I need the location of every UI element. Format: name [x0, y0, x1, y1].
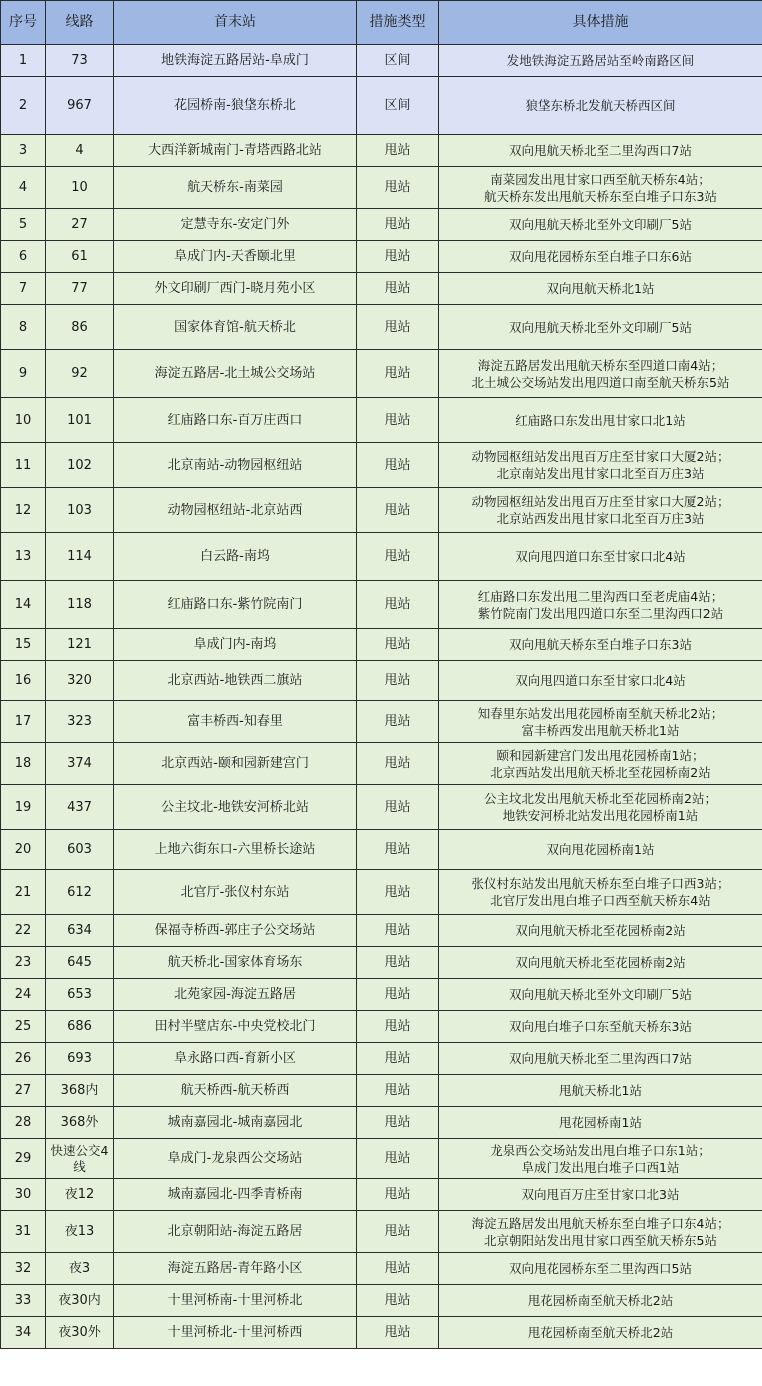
cell-terminals: 地铁海淀五路居站-阜成门: [114, 45, 357, 77]
measure-line: 张仪村东站发出甩航天桥东至白堆子口西3站；: [471, 876, 730, 891]
table-row: [1, 241, 762, 273]
cell-line: 653: [46, 979, 114, 1011]
table-row: [1, 830, 762, 870]
cell-no: 32: [1, 1253, 46, 1285]
measure-line: 颐和园新建宫门发出甩花园桥南1站；: [496, 747, 705, 763]
cell-line: 4: [46, 135, 114, 167]
cell-type: 区间: [357, 45, 439, 77]
cell-line: 603: [46, 830, 114, 870]
measure-line: 甩花园桥南至航天桥北2站: [527, 1325, 674, 1340]
measure-line: 北京南站发出甩甘家口北至百万庄3站: [496, 466, 705, 481]
cell-line: 快速公交4线: [46, 1139, 114, 1179]
cell-measures: [439, 1075, 762, 1107]
cell-measures: [439, 135, 762, 167]
cell-line: 121: [46, 629, 114, 661]
cell-type: 甩站: [357, 533, 439, 581]
table-row: [1, 979, 762, 1011]
cell-no: 19: [1, 785, 46, 830]
cell-terminals: 海淀五路居-北土城公交场站: [114, 350, 357, 398]
cell-measures: [439, 488, 762, 533]
table-row: [1, 443, 762, 488]
cell-type: 区间: [357, 77, 439, 135]
cell-measures: [439, 167, 762, 209]
cell-measures: [439, 1211, 762, 1253]
cell-measures: [439, 533, 762, 581]
cell-measures: [439, 350, 762, 398]
cell-terminals: 阜成门内-天香颐北里: [114, 241, 357, 273]
cell-line: 77: [46, 273, 114, 305]
cell-measures: [439, 45, 762, 77]
cell-line: 夜13: [46, 1211, 114, 1253]
cell-measures: [439, 915, 762, 947]
cell-measures: [439, 1139, 762, 1179]
table-row: [1, 1179, 762, 1211]
cell-measures: [439, 1043, 762, 1075]
cell-terminals: 北京南站-动物园枢纽站: [114, 443, 357, 488]
cell-line: 320: [46, 661, 114, 701]
cell-no: 34: [1, 1317, 46, 1349]
measure-line: 红庙路口东发出甩甘家口北1站: [515, 412, 686, 428]
cell-terminals: 红庙路口东-百万庄西口: [114, 398, 357, 443]
cell-no: 4: [1, 167, 46, 209]
cell-terminals: 上地六街东口-六里桥长途站: [114, 830, 357, 870]
cell-line: 368外: [46, 1107, 114, 1139]
cell-type: 甩站: [357, 1011, 439, 1043]
cell-measures: [439, 701, 762, 743]
measure-line: 双向甩航天桥北至外文印刷厂5站: [509, 987, 692, 1002]
cell-no: 29: [1, 1139, 46, 1179]
cell-line: 645: [46, 947, 114, 979]
measure-line: 紫竹院南门发出甩四道口东至二里沟西口2站: [477, 605, 724, 621]
cell-type: 甩站: [357, 1179, 439, 1211]
cell-terminals: 北京西站-颐和园新建宫门: [114, 743, 357, 785]
cell-type: 甩站: [357, 443, 439, 488]
cell-type: 甩站: [357, 135, 439, 167]
table-row: [1, 167, 762, 209]
table-row: [1, 1107, 762, 1139]
table-row: [1, 273, 762, 305]
cell-line: 27: [46, 209, 114, 241]
table-row: [1, 398, 762, 443]
table-row: [1, 915, 762, 947]
cell-type: 甩站: [357, 1285, 439, 1317]
cell-line: 86: [46, 305, 114, 350]
table-row: [1, 870, 762, 915]
table-row: [1, 701, 762, 743]
table-row: [1, 305, 762, 350]
cell-line: 92: [46, 350, 114, 398]
cell-terminals: 城南嘉园北-四季青桥南: [114, 1179, 357, 1211]
cell-no: 8: [1, 305, 46, 350]
cell-line: 686: [46, 1011, 114, 1043]
measure-line: 公主坟北发出甩航天桥北至花园桥南2站；: [484, 791, 717, 806]
measure-line: 北京站西发出甩甘家口北至百万庄3站: [496, 511, 705, 526]
measure-line: 双向甩航天桥北至花园桥南2站: [515, 955, 686, 970]
cell-terminals: 北官厅-张仪村东站: [114, 870, 357, 915]
header-no: 序号: [1, 1, 46, 45]
cell-measures: [439, 77, 762, 135]
table-row: [1, 743, 762, 785]
cell-measures: [439, 273, 762, 305]
cell-line: 114: [46, 533, 114, 581]
header-type: 措施类型: [357, 1, 439, 45]
table-row: [1, 1317, 762, 1349]
cell-type: 甩站: [357, 1043, 439, 1075]
cell-measures: [439, 241, 762, 273]
cell-line: 73: [46, 45, 114, 77]
cell-terminals: 国家体育馆-航天桥北: [114, 305, 357, 350]
measure-line: 阜成门发出甩白堆子口西1站: [521, 1159, 680, 1175]
cell-line: 634: [46, 915, 114, 947]
measure-line: 双向甩四道口东至甘家口北4站: [515, 673, 686, 688]
cell-no: 6: [1, 241, 46, 273]
cell-no: 13: [1, 533, 46, 581]
measure-line: 双向甩航天桥北至外文印刷厂5站: [509, 217, 692, 232]
cell-terminals: 保福寺桥西-郭庄子公交场站: [114, 915, 357, 947]
cell-terminals: 航天桥北-国家体育场东: [114, 947, 357, 979]
table-row: [1, 1075, 762, 1107]
table-row: [1, 1043, 762, 1075]
measure-line: 双向甩航天桥北1站: [546, 281, 655, 296]
measure-line: 海淀五路居发出甩航天桥东至白堆子口东4站；: [471, 1215, 730, 1231]
cell-type: 甩站: [357, 305, 439, 350]
table-row: [1, 1285, 762, 1317]
cell-measures: [439, 947, 762, 979]
cell-line: 102: [46, 443, 114, 488]
cell-measures: [439, 830, 762, 870]
cell-terminals: 城南嘉园北-城南嘉园北: [114, 1107, 357, 1139]
measure-line: 发地铁海淀五路居站至岭南路区间: [506, 53, 695, 68]
cell-terminals: 富丰桥西-知春里: [114, 701, 357, 743]
cell-terminals: 海淀五路居-青年路小区: [114, 1253, 357, 1285]
header-measures: 具体措施: [439, 1, 762, 45]
table-row: [1, 661, 762, 701]
cell-measures: [439, 1107, 762, 1139]
table-row: [1, 1211, 762, 1253]
measure-line: 双向甩航天桥北至二里沟西口7站: [509, 143, 692, 158]
cell-terminals: 航天桥西-航天桥西: [114, 1075, 357, 1107]
measure-line: 知春里东站发出甩花园桥南至航天桥北2站；: [477, 705, 724, 721]
cell-type: 甩站: [357, 209, 439, 241]
cell-terminals: 阜永路口西-育新小区: [114, 1043, 357, 1075]
cell-line: 夜12: [46, 1179, 114, 1211]
cell-line: 612: [46, 870, 114, 915]
cell-line: 374: [46, 743, 114, 785]
cell-type: 甩站: [357, 947, 439, 979]
cell-terminals: 十里河桥南-十里河桥北: [114, 1285, 357, 1317]
cell-no: 30: [1, 1179, 46, 1211]
cell-line: 118: [46, 581, 114, 629]
cell-measures: [439, 1285, 762, 1317]
cell-measures: [439, 581, 762, 629]
cell-no: 21: [1, 870, 46, 915]
measure-line: 北土城公交场站发出甩四道口南至航天桥东5站: [471, 374, 730, 390]
cell-line: 437: [46, 785, 114, 830]
cell-line: 323: [46, 701, 114, 743]
cell-no: 18: [1, 743, 46, 785]
measure-line: 甩航天桥北1站: [559, 1083, 642, 1098]
cell-no: 22: [1, 915, 46, 947]
cell-no: 12: [1, 488, 46, 533]
cell-no: 31: [1, 1211, 46, 1253]
cell-type: 甩站: [357, 581, 439, 629]
measure-line: 双向甩四道口东至甘家口北4站: [515, 549, 686, 564]
cell-no: 14: [1, 581, 46, 629]
measure-line: 甩花园桥南至航天桥北2站: [527, 1293, 674, 1308]
cell-measures: [439, 1253, 762, 1285]
cell-type: 甩站: [357, 1139, 439, 1179]
measure-line: 双向甩航天桥北至花园桥南2站: [515, 923, 686, 938]
cell-type: 甩站: [357, 350, 439, 398]
table-row: [1, 1011, 762, 1043]
cell-type: 甩站: [357, 1107, 439, 1139]
measure-line: 北京西站发出甩航天桥北至花园桥南2站: [490, 764, 711, 780]
cell-type: 甩站: [357, 661, 439, 701]
table-row: [1, 488, 762, 533]
cell-measures: [439, 1179, 762, 1211]
measure-line: 北京朝阳站发出甩甘家口西至航天桥东5站: [484, 1232, 717, 1248]
measure-line: 北官厅发出甩白堆子口西至航天桥东4站: [490, 893, 711, 908]
cell-terminals: 阜成门内-南坞: [114, 629, 357, 661]
cell-terminals: 北京朝阳站-海淀五路居: [114, 1211, 357, 1253]
cell-line: 61: [46, 241, 114, 273]
cell-no: 26: [1, 1043, 46, 1075]
cell-measures: [439, 305, 762, 350]
cell-measures: [439, 443, 762, 488]
cell-line: 夜3: [46, 1253, 114, 1285]
cell-type: 甩站: [357, 241, 439, 273]
cell-terminals: 北京西站-地铁西二旗站: [114, 661, 357, 701]
cell-measures: [439, 743, 762, 785]
cell-terminals: 北苑家园-海淀五路居: [114, 979, 357, 1011]
cell-no: 16: [1, 661, 46, 701]
cell-terminals: 田村半壁店东-中央党校北门: [114, 1011, 357, 1043]
measure-line: 双向甩花园桥东至白堆子口东6站: [509, 249, 692, 264]
cell-line: 967: [46, 77, 114, 135]
cell-measures: [439, 209, 762, 241]
cell-no: 9: [1, 350, 46, 398]
cell-type: 甩站: [357, 167, 439, 209]
cell-line: 368内: [46, 1075, 114, 1107]
cell-type: 甩站: [357, 1253, 439, 1285]
table-row: [1, 45, 762, 77]
header-line: 线路: [46, 1, 114, 45]
cell-terminals: 红庙路口东-紫竹院南门: [114, 581, 357, 629]
table-row: [1, 533, 762, 581]
measure-line: 动物园枢纽站发出甩百万庄至甘家口大厦2站；: [471, 449, 730, 464]
table-row: [1, 77, 762, 135]
cell-type: 甩站: [357, 830, 439, 870]
cell-type: 甩站: [357, 743, 439, 785]
cell-no: 24: [1, 979, 46, 1011]
cell-type: 甩站: [357, 488, 439, 533]
cell-terminals: 定慧寺东-安定门外: [114, 209, 357, 241]
cell-measures: [439, 870, 762, 915]
cell-terminals: 航天桥东-南菜园: [114, 167, 357, 209]
cell-line: 10: [46, 167, 114, 209]
cell-terminals: 花园桥南-狼垡东桥北: [114, 77, 357, 135]
measure-line: 双向甩白堆子口东至航天桥东3站: [509, 1019, 692, 1034]
table-row: [1, 581, 762, 629]
cell-terminals: 动物园枢纽站-北京站西: [114, 488, 357, 533]
measure-line: 甩花园桥南1站: [559, 1115, 642, 1130]
cell-line: 693: [46, 1043, 114, 1075]
cell-no: 25: [1, 1011, 46, 1043]
measure-line: 狼垡东桥北发航天桥西区间: [525, 98, 676, 113]
cell-type: 甩站: [357, 1317, 439, 1349]
cell-line: 夜30内: [46, 1285, 114, 1317]
cell-no: 11: [1, 443, 46, 488]
cell-measures: [439, 629, 762, 661]
cell-measures: [439, 979, 762, 1011]
cell-type: 甩站: [357, 273, 439, 305]
cell-no: 27: [1, 1075, 46, 1107]
table-row: [1, 350, 762, 398]
measure-line: 龙泉西公交场站发出甩白堆子口东1站；: [490, 1142, 711, 1158]
cell-type: 甩站: [357, 915, 439, 947]
measure-line: 双向甩航天桥北至二里沟西口7站: [509, 1051, 692, 1066]
cell-measures: [439, 661, 762, 701]
table-row: [1, 785, 762, 830]
cell-no: 3: [1, 135, 46, 167]
table-row: [1, 209, 762, 241]
table-row: [1, 1139, 762, 1179]
cell-type: 甩站: [357, 1211, 439, 1253]
cell-type: 甩站: [357, 398, 439, 443]
measure-line: 双向甩花园桥东至二里沟西口5站: [509, 1261, 692, 1276]
cell-type: 甩站: [357, 629, 439, 661]
measure-line: 地铁安河桥北站发出甩花园桥南1站: [502, 808, 699, 823]
measure-line: 动物园枢纽站发出甩百万庄至甘家口大厦2站；: [471, 494, 730, 509]
table-body: [1, 45, 762, 1349]
measure-line: 海淀五路居发出甩航天桥东至四道口南4站；: [477, 357, 724, 373]
cell-no: 1: [1, 45, 46, 77]
cell-terminals: 大西洋新城南门-青塔西路北站: [114, 135, 357, 167]
cell-type: 甩站: [357, 979, 439, 1011]
cell-measures: [439, 785, 762, 830]
cell-no: 23: [1, 947, 46, 979]
table-row: [1, 135, 762, 167]
cell-type: 甩站: [357, 701, 439, 743]
cell-no: 5: [1, 209, 46, 241]
measure-line: 红庙路口东发出甩二里沟西口至老虎庙4站；: [477, 588, 724, 604]
cell-no: 20: [1, 830, 46, 870]
measure-line: 南菜园发出甩甘家口西至航天桥东4站；: [490, 171, 711, 187]
cell-terminals: 外文印刷厂西门-晓月苑小区: [114, 273, 357, 305]
cell-terminals: 白云路-南坞: [114, 533, 357, 581]
cell-terminals: 十里河桥北-十里河桥西: [114, 1317, 357, 1349]
cell-type: 甩站: [357, 870, 439, 915]
cell-no: 10: [1, 398, 46, 443]
cell-no: 17: [1, 701, 46, 743]
cell-line: 夜30外: [46, 1317, 114, 1349]
cell-type: 甩站: [357, 785, 439, 830]
table-row: [1, 629, 762, 661]
cell-measures: [439, 1317, 762, 1349]
cell-line: 103: [46, 488, 114, 533]
cell-no: 7: [1, 273, 46, 305]
measure-line: 富丰桥西发出甩航天桥北1站: [521, 722, 680, 738]
table-row: [1, 1253, 762, 1285]
header-terminals: 首末站: [114, 1, 357, 45]
cell-measures: [439, 1011, 762, 1043]
measure-line: 双向甩百万庄至甘家口北3站: [521, 1187, 680, 1202]
cell-line: 101: [46, 398, 114, 443]
measure-line: 双向甩航天桥东至白堆子口东3站: [509, 637, 692, 652]
cell-no: 2: [1, 77, 46, 135]
measure-line: 双向甩航天桥北至外文印刷厂5站: [509, 319, 692, 335]
table-row: [1, 947, 762, 979]
cell-no: 28: [1, 1107, 46, 1139]
cell-terminals: 阜成门-龙泉西公交场站: [114, 1139, 357, 1179]
measure-line: 航天桥东发出甩航天桥东至白堆子口东3站: [484, 188, 717, 204]
measure-line: 双向甩花园桥南1站: [546, 842, 655, 857]
cell-no: 15: [1, 629, 46, 661]
header-row: [1, 1, 762, 45]
cell-type: 甩站: [357, 1075, 439, 1107]
cell-terminals: 公主坟北-地铁安河桥北站: [114, 785, 357, 830]
cell-no: 33: [1, 1285, 46, 1317]
cell-measures: [439, 398, 762, 443]
